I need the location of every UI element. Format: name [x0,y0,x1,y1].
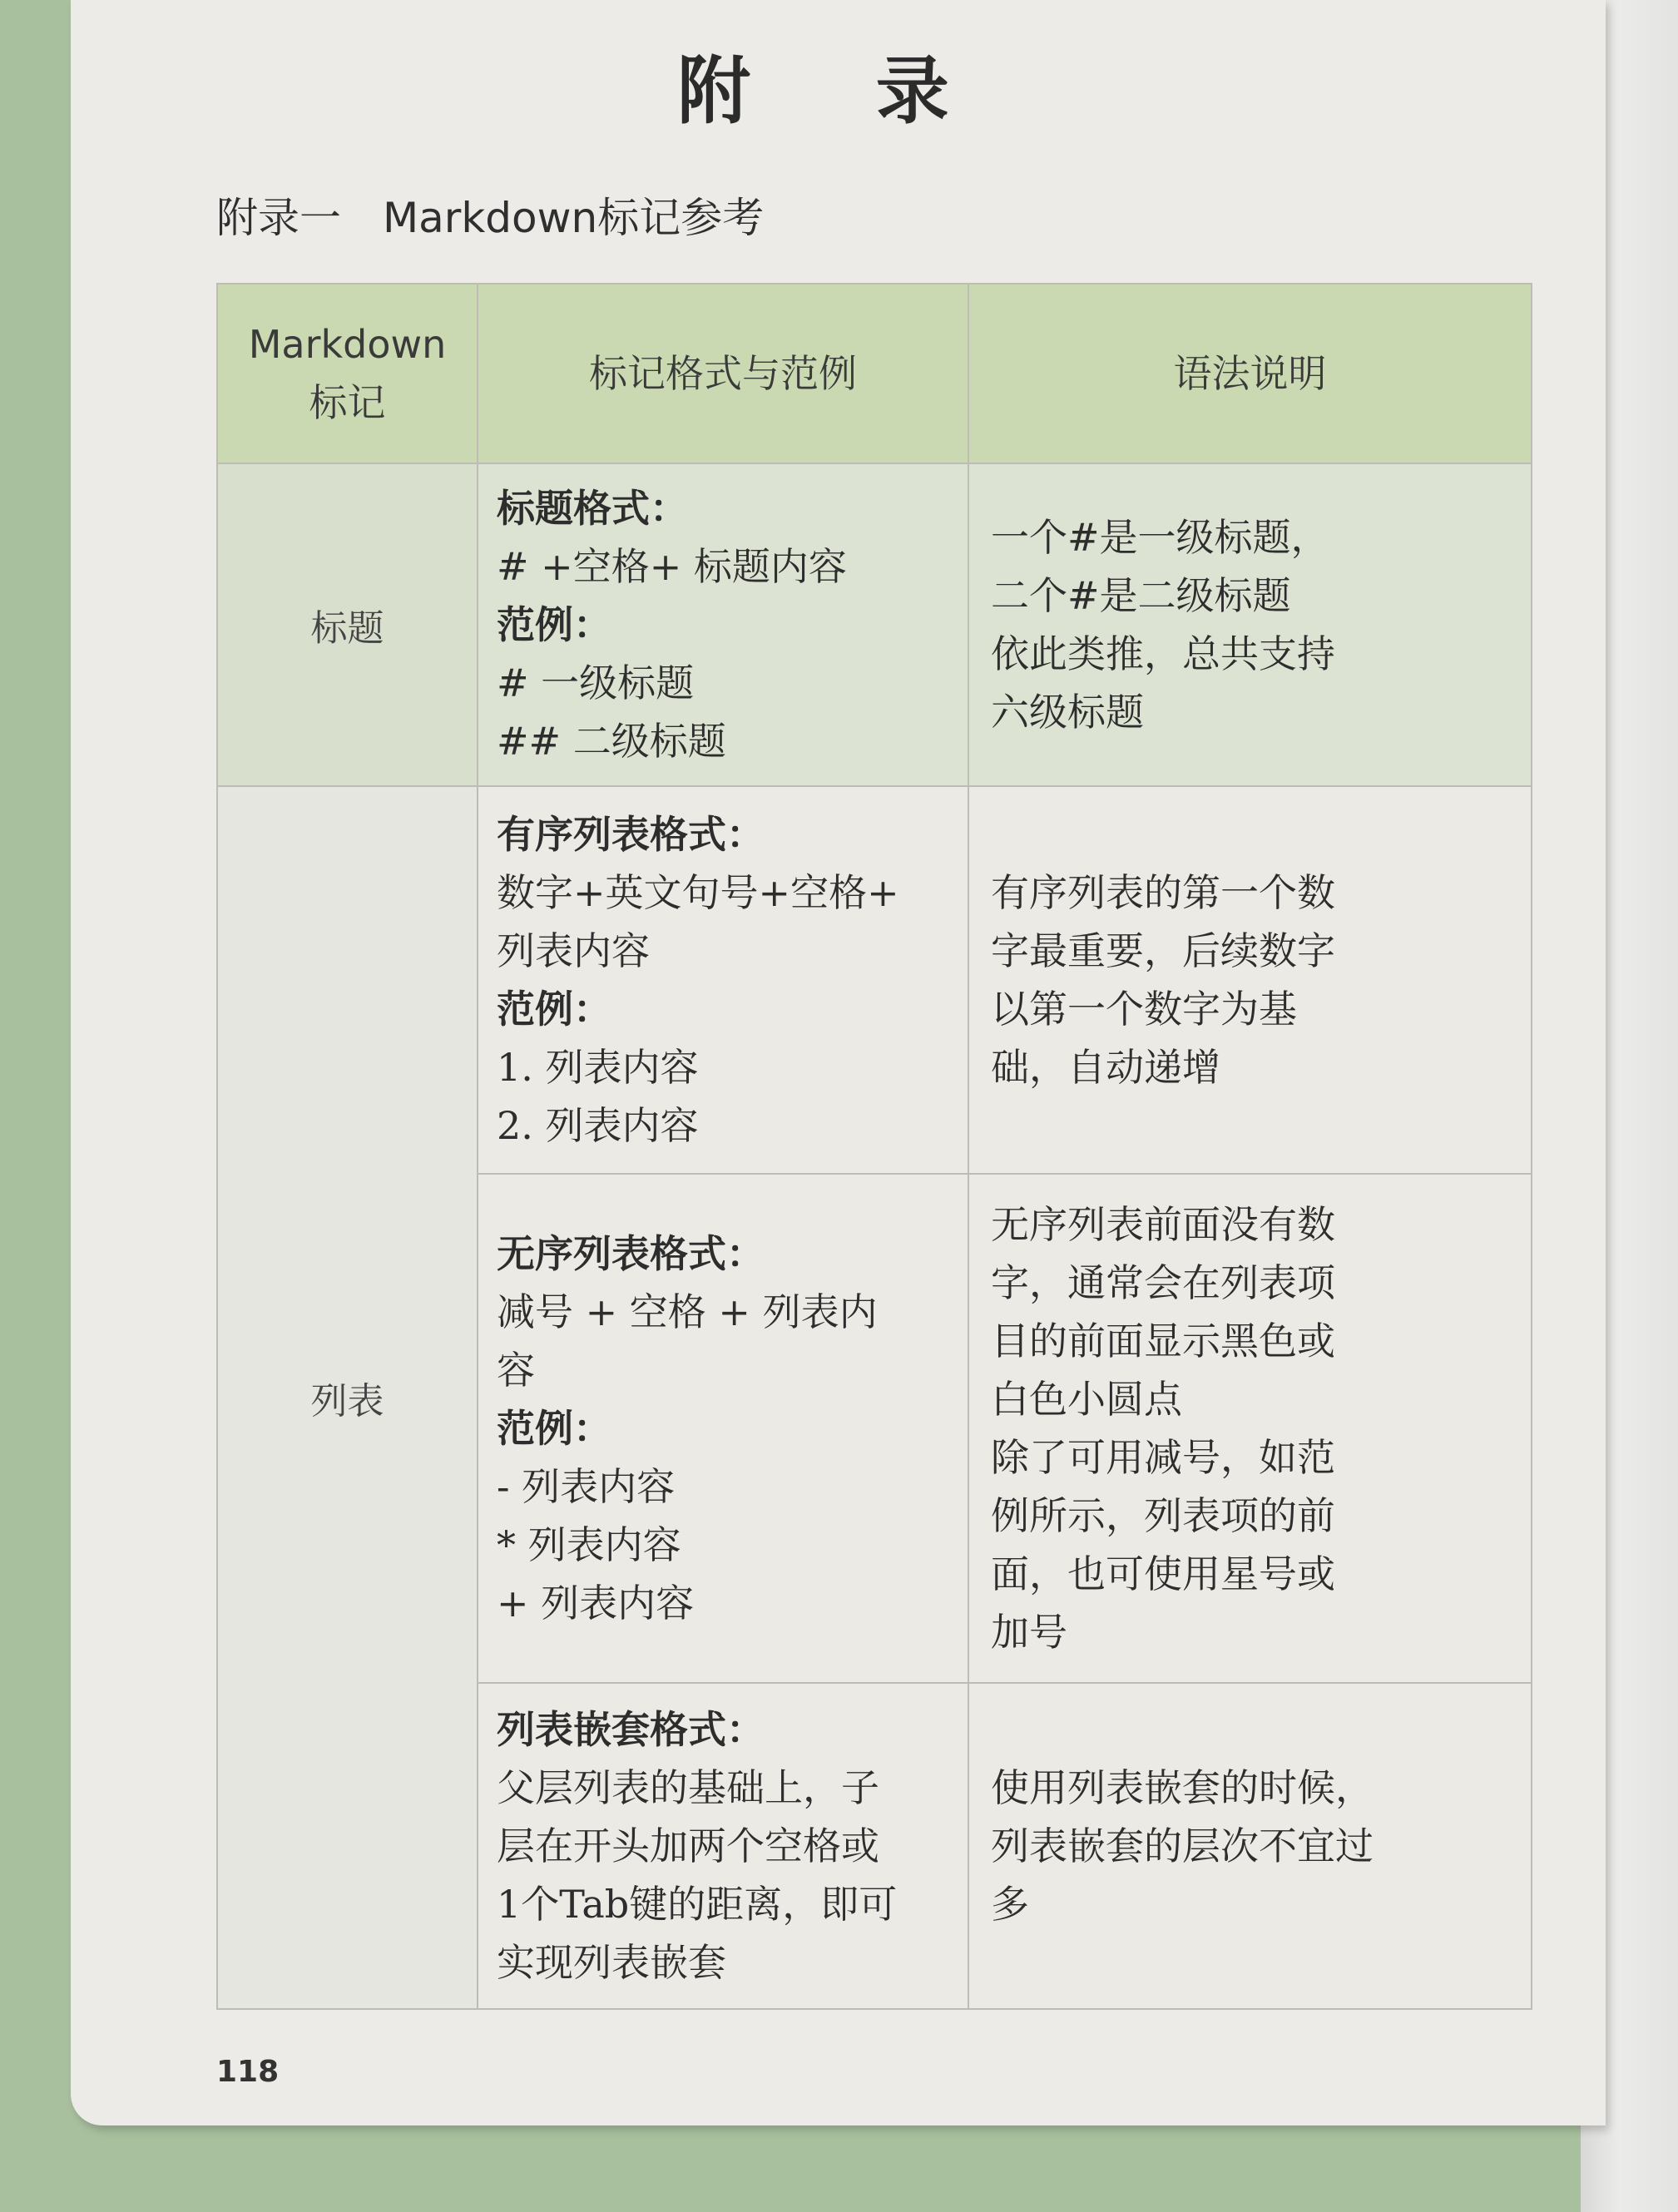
description-line: 一个#是一级标题， [991,515,1329,560]
header-line: Markdown [248,322,447,367]
format-title: 列表嵌套格式： [497,1707,765,1752]
format-cell [478,1174,968,1683]
description-line: 使用列表嵌套的时候， [991,1765,1374,1810]
description-cell [968,1174,1532,1683]
format-title: 标题格式： [497,486,688,531]
description-line: 面，也可使用星号或 [991,1551,1335,1596]
markdown-reference-table [216,283,1532,2010]
description-line: 目的前面显示黑色或 [991,1319,1335,1363]
appendix-subtitle: 附录一 Markdown标记参考 [216,194,765,242]
format-line: # +空格+ 标题内容 [497,544,847,589]
table-header-row [217,284,1532,463]
description-cell [968,786,1532,1174]
header-format-example: 标记格式与范例 [478,284,968,463]
example-line: # 一级标题 [497,661,695,705]
description-line: 二个#是二级标题 [991,573,1291,618]
description-line: 六级标题 [991,690,1144,735]
description-line: 除了可用减号，如范 [991,1435,1335,1480]
description-line: 依此类推，总共支持 [991,631,1335,676]
header-syntax-description: 语法说明 [968,284,1532,463]
format-line: 减号 + 空格 + 列表内 [497,1289,878,1334]
example-line: 2. 列表内容 [497,1103,699,1148]
page-number: 118 [216,2055,280,2089]
table-row [217,463,1532,786]
header-line: 标记 [309,380,386,425]
header-markdown-tag [217,284,478,463]
description-line: 以第一个数字为基 [991,987,1297,1032]
description-line: 础，自动递增 [991,1045,1220,1090]
description-cell [968,463,1532,786]
description-line: 有序列表的第一个数 [991,870,1335,915]
example-line: * 列表内容 [497,1522,681,1567]
tag-cell-list: 列表 [217,786,478,2009]
format-title: 无序列表格式： [497,1231,765,1276]
example-line: - 列表内容 [497,1464,676,1509]
description-line: 加号 [991,1610,1067,1655]
example-title: 范例： [497,1406,611,1451]
example-line: 1. 列表内容 [497,1045,699,1090]
format-line: 数字+英文句号+空格+ [497,870,899,915]
format-line: 列表内容 [497,928,650,973]
description-cell [968,1683,1532,2009]
table-row [217,786,1532,1174]
example-line: + 列表内容 [497,1581,695,1626]
format-title: 有序列表格式： [497,812,765,857]
description-line: 无序列表前面没有数 [991,1202,1335,1247]
page-title: 附 录 [677,47,999,134]
format-cell [478,1683,968,2009]
description-line: 白色小圆点 [991,1377,1182,1422]
format-line: 容 [497,1348,535,1393]
format-line: 实现列表嵌套 [497,1940,726,1985]
format-cell [478,463,968,786]
description-line: 多 [991,1882,1029,1927]
description-line: 列表嵌套的层次不宜过 [991,1824,1374,1868]
description-line: 例所示，列表项的前 [991,1493,1335,1538]
format-line: 层在开头加两个空格或 [497,1824,879,1868]
book-page [71,0,1606,2125]
tag-cell-heading: 标题 [217,463,478,786]
example-line: ## 二级标题 [497,719,726,764]
format-cell [478,786,968,1174]
description-line: 字最重要，后续数字 [991,928,1335,973]
format-line: 1个Tab键的距离，即可 [497,1882,898,1927]
example-title: 范例： [497,602,611,647]
description-line: 字，通常会在列表项 [991,1260,1335,1305]
format-line: 父层列表的基础上，子 [497,1765,879,1810]
example-title: 范例： [497,987,611,1032]
